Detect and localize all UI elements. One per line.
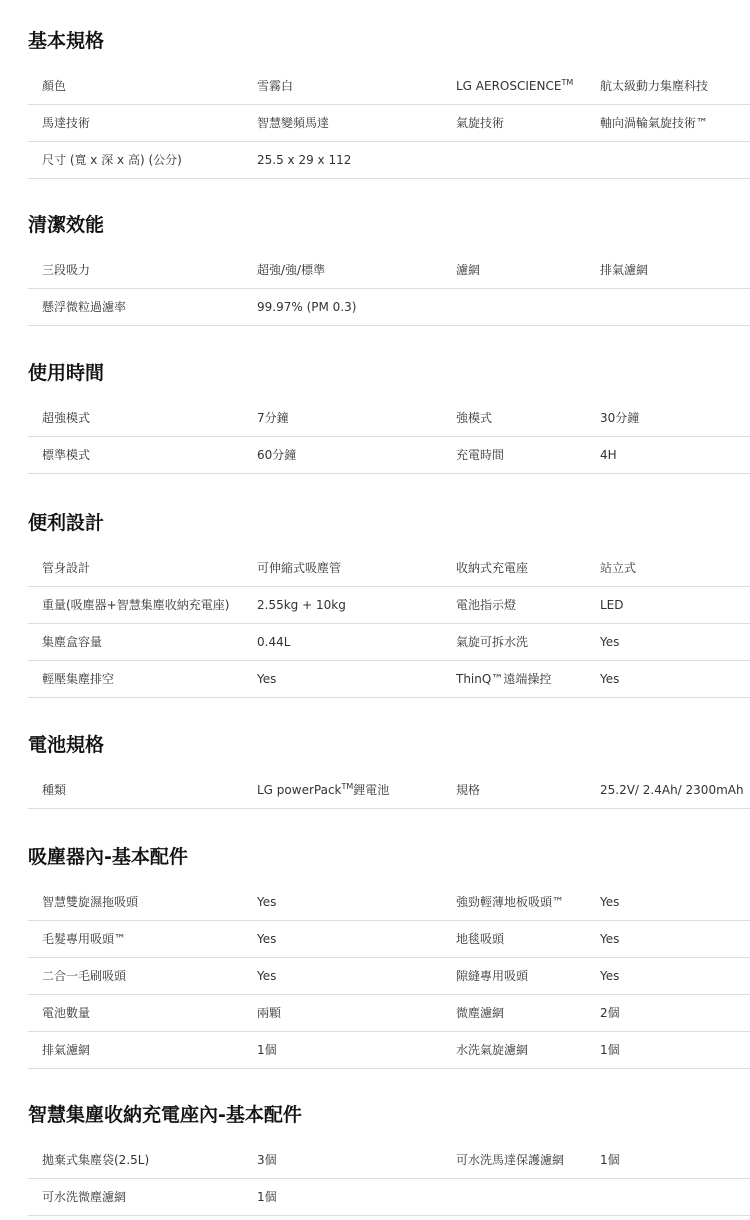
spec-table: [28, 550, 750, 698]
spec-value: 3個: [257, 1153, 277, 1167]
spec-label: 強模式: [456, 411, 493, 425]
spec-section: [0, 730, 750, 809]
spec-value: Yes: [600, 895, 620, 909]
spec-row: [28, 995, 750, 1032]
spec-label: 排氣濾網: [42, 1043, 91, 1057]
spec-table: [28, 884, 750, 1069]
spec-row: [28, 587, 750, 624]
spec-section: [0, 210, 750, 326]
spec-value: 雪霧白: [257, 79, 294, 93]
spec-label: 重量(吸塵器+智慧集塵收納充電座): [42, 598, 230, 612]
spec-value: 兩顆: [257, 1006, 282, 1020]
spec-section: [0, 508, 750, 698]
spec-label: 電池數量: [42, 1006, 91, 1020]
spec-table: [28, 1142, 750, 1216]
spec-value: Yes: [600, 969, 620, 983]
spec-value: Yes: [257, 969, 277, 983]
spec-label: 氣旋可拆水洗: [456, 635, 529, 649]
spec-section: [0, 26, 750, 179]
spec-label: 收納式充電座: [456, 561, 529, 575]
spec-label: 超強模式: [42, 411, 91, 425]
spec-label: 懸浮微粒過濾率: [42, 300, 127, 314]
spec-label: 集塵盒容量: [42, 635, 103, 649]
spec-value: 超強/強/標準: [257, 263, 326, 277]
spec-value: 可伸縮式吸塵管: [257, 561, 342, 575]
section-title: 使用時間: [28, 362, 105, 384]
spec-value: 航太級動力集塵科技: [600, 79, 709, 93]
spec-value: 0.44L: [257, 635, 291, 649]
spec-label: 電池指示燈: [456, 598, 517, 612]
spec-value: Yes: [600, 635, 620, 649]
spec-label: 充電時間: [456, 448, 505, 462]
section-title: 智慧集塵收納充電座內-基本配件: [28, 1104, 302, 1126]
spec-row: [28, 252, 750, 289]
section-title: 基本規格: [28, 30, 105, 52]
spec-row: [28, 624, 750, 661]
spec-value: 99.97% (PM 0.3): [257, 300, 357, 314]
spec-value: 30分鐘: [600, 411, 640, 425]
spec-label: 毛髮專用吸頭™: [42, 932, 127, 946]
spec-value: 1個: [600, 1043, 620, 1057]
spec-row: [28, 884, 750, 921]
spec-row: [28, 437, 750, 474]
spec-table: [28, 772, 750, 809]
spec-label: 馬達技術: [42, 116, 91, 130]
section-title: 便利設計: [28, 512, 105, 534]
spec-value: 1個: [600, 1153, 620, 1167]
spec-table: [28, 252, 750, 326]
spec-row: [28, 1179, 750, 1216]
section-title: 吸塵器內-基本配件: [28, 846, 188, 868]
spec-row: [28, 921, 750, 958]
spec-label: 隙縫專用吸頭: [456, 969, 529, 983]
spec-row: [28, 958, 750, 995]
spec-value: Yes: [600, 672, 620, 686]
spec-row: [28, 1032, 750, 1069]
spec-label: 管身設計: [42, 561, 91, 575]
spec-value: 1個: [257, 1190, 277, 1204]
section-title: 清潔效能: [28, 214, 105, 236]
spec-value: 排氣濾網: [600, 263, 649, 277]
spec-label: 二合一毛刷吸頭: [42, 969, 127, 983]
spec-value: 25.2V/ 2.4Ah/ 2300mAh: [600, 783, 744, 797]
section-title: 電池規格: [28, 734, 105, 756]
spec-label: 濾網: [456, 263, 481, 277]
spec-value: Yes: [257, 895, 277, 909]
spec-label: 可水洗微塵濾網: [42, 1190, 127, 1204]
spec-row: [28, 289, 750, 326]
spec-value: Yes: [257, 672, 277, 686]
spec-row: [28, 1142, 750, 1179]
spec-row: [28, 142, 750, 179]
spec-label: ThinQ™遠端操控: [456, 672, 552, 686]
spec-label: 標準模式: [42, 448, 91, 462]
spec-table: [28, 68, 750, 179]
spec-section: [0, 842, 750, 1069]
spec-value: 軸向渦輪氣旋技術™: [600, 116, 709, 130]
spec-label: 智慧雙旋濕拖吸頭: [42, 895, 139, 909]
spec-label: 種類: [42, 783, 67, 797]
spec-row: [28, 68, 750, 105]
spec-value: Yes: [257, 932, 277, 946]
spec-label: 微塵濾網: [456, 1006, 505, 1020]
spec-value: LG powerPack™鋰電池: [257, 782, 390, 797]
spec-value: 60分鐘: [257, 448, 297, 462]
spec-label: 地毯吸頭: [456, 932, 505, 946]
spec-row: [28, 550, 750, 587]
spec-label: 可水洗馬達保護濾網: [456, 1153, 565, 1167]
spec-section: [0, 1100, 750, 1216]
spec-value: 2個: [600, 1006, 620, 1020]
spec-value: 7分鐘: [257, 411, 289, 425]
spec-value: 1個: [257, 1043, 277, 1057]
spec-label: 三段吸力: [42, 263, 91, 277]
spec-label: 輕壓集塵排空: [42, 672, 115, 686]
spec-label: LG AEROSCIENCE™: [456, 78, 574, 93]
spec-label: 水洗氣旋濾網: [456, 1043, 529, 1057]
spec-label: 拋棄式集塵袋(2.5L): [42, 1153, 150, 1167]
spec-section: [0, 358, 750, 474]
spec-value: 智慧變頻馬達: [257, 116, 330, 130]
spec-value: 站立式: [600, 561, 637, 575]
spec-row: [28, 400, 750, 437]
spec-label: 強勁輕薄地板吸頭™: [456, 895, 565, 909]
spec-label: 氣旋技術: [456, 116, 505, 130]
spec-table: [28, 400, 750, 474]
spec-value: 25.5 x 29 x 112: [257, 153, 352, 167]
spec-label: 規格: [456, 783, 481, 797]
spec-row: [28, 661, 750, 698]
spec-label: 顏色: [42, 79, 67, 93]
spec-value: 4H: [600, 448, 617, 462]
spec-row: [28, 105, 750, 142]
spec-value: LED: [600, 598, 624, 612]
spec-value: Yes: [600, 932, 620, 946]
spec-value: 2.55kg + 10kg: [257, 598, 346, 612]
spec-row: [28, 772, 750, 809]
spec-label: 尺寸 (寬 x 深 x 高) (公分): [42, 153, 182, 167]
